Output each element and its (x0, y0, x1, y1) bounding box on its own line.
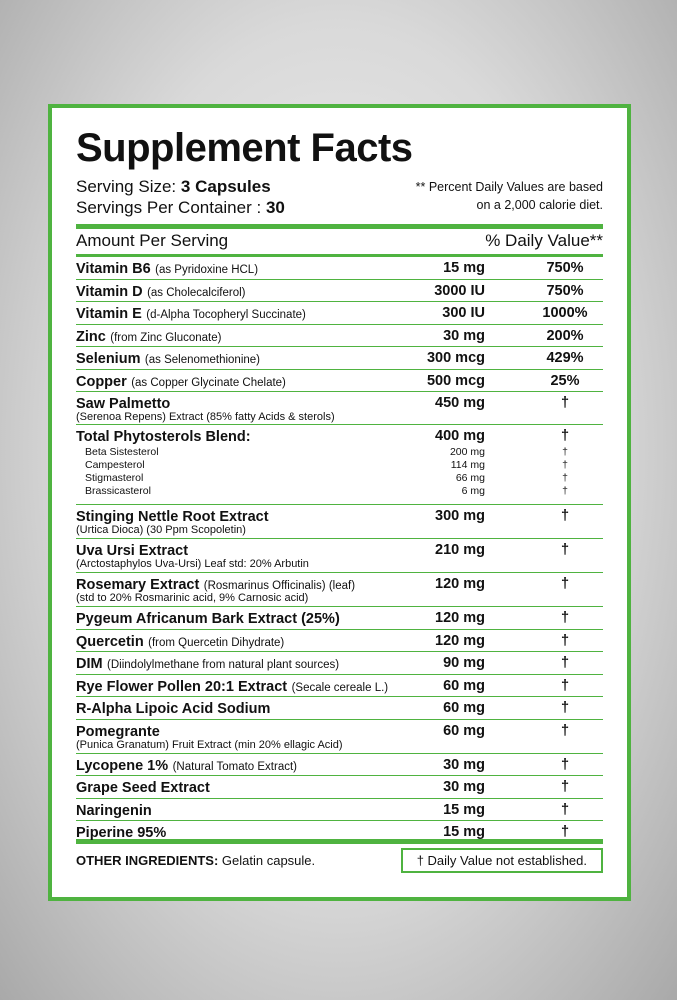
ingredient-name: Lycopene 1% (76, 757, 169, 774)
serving-size-value: 3 Capsules (180, 177, 271, 196)
ingredient-subtext: (Punica Granatum) Fruit Extract (min 20% ellagic Acid) (76, 738, 343, 751)
ingredient-row (76, 302, 603, 325)
ingredient-daily-value: † (560, 632, 570, 649)
ingredient-daily-value: 200% (546, 327, 584, 344)
ingredient-daily-value: † (560, 428, 570, 444)
ingredient-amount: 60 mg (443, 677, 485, 694)
ingredient-amount: 120 mg (435, 610, 485, 626)
dv-footnote-line2: on a 2,000 calorie diet. (476, 198, 603, 212)
ingredient-subtext: (Arctostaphylos Uva-Ursi) Leaf std: 20% Arbutin (76, 558, 309, 570)
ingredient-daily-value: † (560, 824, 570, 840)
ingredient-name: Selenium (76, 351, 141, 367)
ingredient-name-cell (76, 779, 210, 797)
ingredient-name: Quercetin (76, 633, 144, 650)
ingredient-row (76, 675, 603, 698)
ingredient-subtext: (std to 20% Rosmarinic acid, 9% Carnosic acid) (76, 592, 309, 604)
blend-item-daily-value: † (562, 485, 568, 497)
blend-item-amount: 114 mg (450, 459, 485, 471)
ingredient-name: R-Alpha Lipoic Acid Sodium (76, 701, 271, 717)
ingredient-name: Naringenin (76, 802, 152, 819)
ingredient-daily-value: † (560, 700, 570, 716)
dv-footnote (416, 176, 603, 218)
dv-footnote-line1: ** Percent Daily Values are based (415, 180, 603, 194)
ingredient-row (76, 720, 603, 754)
ingredient-row (76, 697, 603, 720)
ingredient-amount: 3000 IU (434, 282, 485, 299)
ingredient-note: (as Pyridoxine HCL) (155, 264, 259, 276)
ingredient-amount: 300 mcg (426, 350, 485, 366)
ingredient-daily-value: † (560, 779, 570, 795)
table-header (76, 229, 603, 257)
ingredient-note: (as Copper Glycinate Chelate) (131, 376, 286, 389)
ingredient-name: Uva Ursi Extract (76, 543, 189, 559)
ingredient-name-cell (76, 283, 246, 301)
servings-value: 30 (265, 198, 285, 217)
ingredient-name: Pygeum Africanum Bark Extract (25%) (76, 611, 340, 627)
ingredient-name-cell (76, 678, 388, 696)
servings-per-container-line (76, 197, 285, 218)
ingredient-row (76, 630, 603, 653)
ingredient-daily-value: 25% (550, 372, 580, 389)
daily-value-header: % Daily Value** (485, 231, 603, 250)
ingredient-name-cell (76, 633, 284, 651)
blend-item-amount: 66 mg (455, 472, 485, 484)
ingredient-note: (Rosmarinus Officinalis) (leaf) (203, 580, 356, 592)
ingredient-amount: 450 mg (435, 395, 485, 411)
ingredient-note: (Natural Tomato Extract) (172, 760, 298, 773)
ingredient-row (76, 392, 603, 425)
panel-title: Supplement Facts (76, 126, 413, 170)
ingredient-row (76, 347, 603, 370)
ingredient-amount: 300 IU (442, 305, 485, 321)
ingredient-amount: 500 mcg (426, 372, 485, 389)
ingredient-name: Rye Flower Pollen 20:1 Extract (76, 678, 288, 695)
ingredient-name: DIM (76, 656, 103, 672)
ingredient-name-cell (76, 373, 286, 391)
ingredient-note: (Diindolylmethane from natural plant sources) (107, 659, 340, 671)
ingredient-daily-value: † (560, 722, 570, 739)
dv-not-established-box: † Daily Value not established. (401, 848, 603, 873)
ingredient-name: Copper (76, 373, 127, 390)
ingredient-row (76, 573, 603, 607)
label-footer (76, 848, 603, 873)
ingredient-row (76, 799, 603, 822)
ingredient-daily-value: † (560, 395, 570, 411)
ingredient-amount: 15 mg (443, 801, 485, 818)
amount-header: Amount Per Serving (76, 231, 229, 250)
ingredient-name: Stinging Nettle Root Extract (76, 509, 269, 525)
ingredient-subtext: (Serenoa Repens) Extract (85% fatty Acids & sterols) (76, 411, 335, 423)
ingredient-row (76, 257, 603, 280)
ingredient-table (76, 257, 603, 844)
ingredient-name-cell (76, 328, 221, 346)
ingredient-name-cell (76, 757, 297, 775)
ingredient-row (76, 280, 603, 303)
ingredient-amount: 15 mg (443, 824, 485, 840)
blend-item-daily-value: † (562, 472, 568, 484)
ingredient-daily-value: † (560, 542, 570, 558)
ingredient-note: (from Quercetin Dihydrate) (148, 636, 285, 649)
ingredient-note: (d-Alpha Tocopheryl Succinate) (146, 309, 306, 321)
blend-item-name: Beta Sistesterol (85, 446, 159, 458)
ingredient-note: (from Zinc Gluconate) (110, 331, 222, 344)
ingredient-name-cell (76, 305, 306, 323)
ingredient-row (76, 425, 603, 505)
ingredient-amount: 90 mg (443, 655, 485, 671)
ingredient-row (76, 607, 603, 630)
ingredient-name-cell (76, 802, 152, 820)
ingredient-amount: 120 mg (435, 632, 485, 649)
ingredient-daily-value: † (560, 677, 570, 694)
serving-block (76, 176, 285, 218)
servings-label: Servings Per Container : (76, 198, 262, 217)
ingredient-row (76, 325, 603, 348)
ingredient-subtext: (Urtica Dioca) (30 Ppm Scopoletin) (76, 524, 246, 536)
ingredient-amount: 60 mg (443, 700, 485, 716)
ingredient-amount: 120 mg (435, 576, 485, 592)
ingredient-daily-value: 1000% (542, 305, 588, 321)
blend-item-daily-value: † (562, 459, 568, 471)
ingredient-row (76, 776, 603, 799)
ingredient-note: (as Cholecalciferol) (147, 286, 246, 299)
ingredient-row (76, 539, 603, 573)
ingredient-daily-value: † (560, 756, 570, 773)
serving-info (76, 176, 603, 218)
ingredient-name-cell (76, 700, 270, 718)
blend-item-name: Brassicasterol (85, 485, 151, 497)
ingredient-amount: 60 mg (443, 722, 485, 739)
ingredient-name: Vitamin D (76, 283, 143, 300)
blend-item-name: Stigmasterol (85, 472, 144, 484)
ingredient-row (76, 652, 603, 675)
blend-item-name: Campesterol (85, 459, 145, 471)
ingredient-amount: 15 mg (443, 260, 485, 276)
ingredient-name: Grape Seed Extract (76, 780, 210, 796)
other-ingredients (76, 853, 315, 868)
ingredient-daily-value: † (560, 508, 570, 524)
ingredient-name: Vitamin E (76, 306, 142, 322)
ingredient-amount: 400 mg (435, 428, 485, 444)
blend-item-amount: 6 mg (461, 485, 485, 497)
ingredient-daily-value: 750% (546, 260, 584, 276)
ingredient-name: Total Phytosterols Blend: (76, 429, 251, 445)
ingredient-row (76, 754, 603, 777)
ingredient-name: Saw Palmetto (76, 396, 171, 412)
ingredient-amount: 30 mg (443, 779, 485, 795)
ingredient-name: Zinc (76, 328, 106, 345)
other-ingredients-label: OTHER INGREDIENTS: (76, 852, 219, 868)
ingredient-amount: 300 mg (435, 508, 485, 524)
ingredient-row (76, 370, 603, 393)
ingredient-name: Rosemary Extract (76, 577, 200, 593)
blend-item-amount: 200 mg (449, 446, 485, 458)
serving-size-label: Serving Size: (76, 177, 177, 196)
ingredient-name-cell (76, 350, 260, 368)
ingredient-daily-value: † (560, 801, 570, 818)
ingredient-name-cell (76, 610, 340, 628)
ingredient-daily-value: † (560, 576, 570, 592)
supplement-facts-panel (48, 104, 631, 901)
ingredient-name: Vitamin B6 (76, 261, 151, 277)
ingredient-daily-value: 750% (546, 282, 584, 299)
ingredient-daily-value: 429% (546, 350, 584, 366)
ingredient-daily-value: † (560, 610, 570, 626)
ingredient-row (76, 821, 603, 844)
ingredient-note: (as Selenomethionine) (144, 354, 260, 366)
ingredient-row (76, 505, 603, 539)
serving-size-line (76, 176, 285, 197)
other-ingredients-value: Gelatin capsule. (221, 852, 316, 868)
blend-item-daily-value: † (562, 446, 568, 458)
ingredient-name-cell (76, 824, 166, 842)
ingredient-amount: 30 mg (443, 756, 485, 773)
ingredient-name-cell (76, 655, 339, 673)
ingredient-daily-value: † (560, 655, 570, 671)
ingredient-name-cell (76, 428, 251, 446)
ingredient-name: Piperine 95% (76, 825, 167, 841)
ingredient-amount: 210 mg (435, 542, 485, 558)
ingredient-note: (Secale cereale L.) (291, 681, 389, 694)
ingredient-name: Pomegrante (76, 723, 160, 740)
ingredient-amount: 30 mg (443, 327, 485, 344)
ingredient-name-cell (76, 260, 258, 278)
